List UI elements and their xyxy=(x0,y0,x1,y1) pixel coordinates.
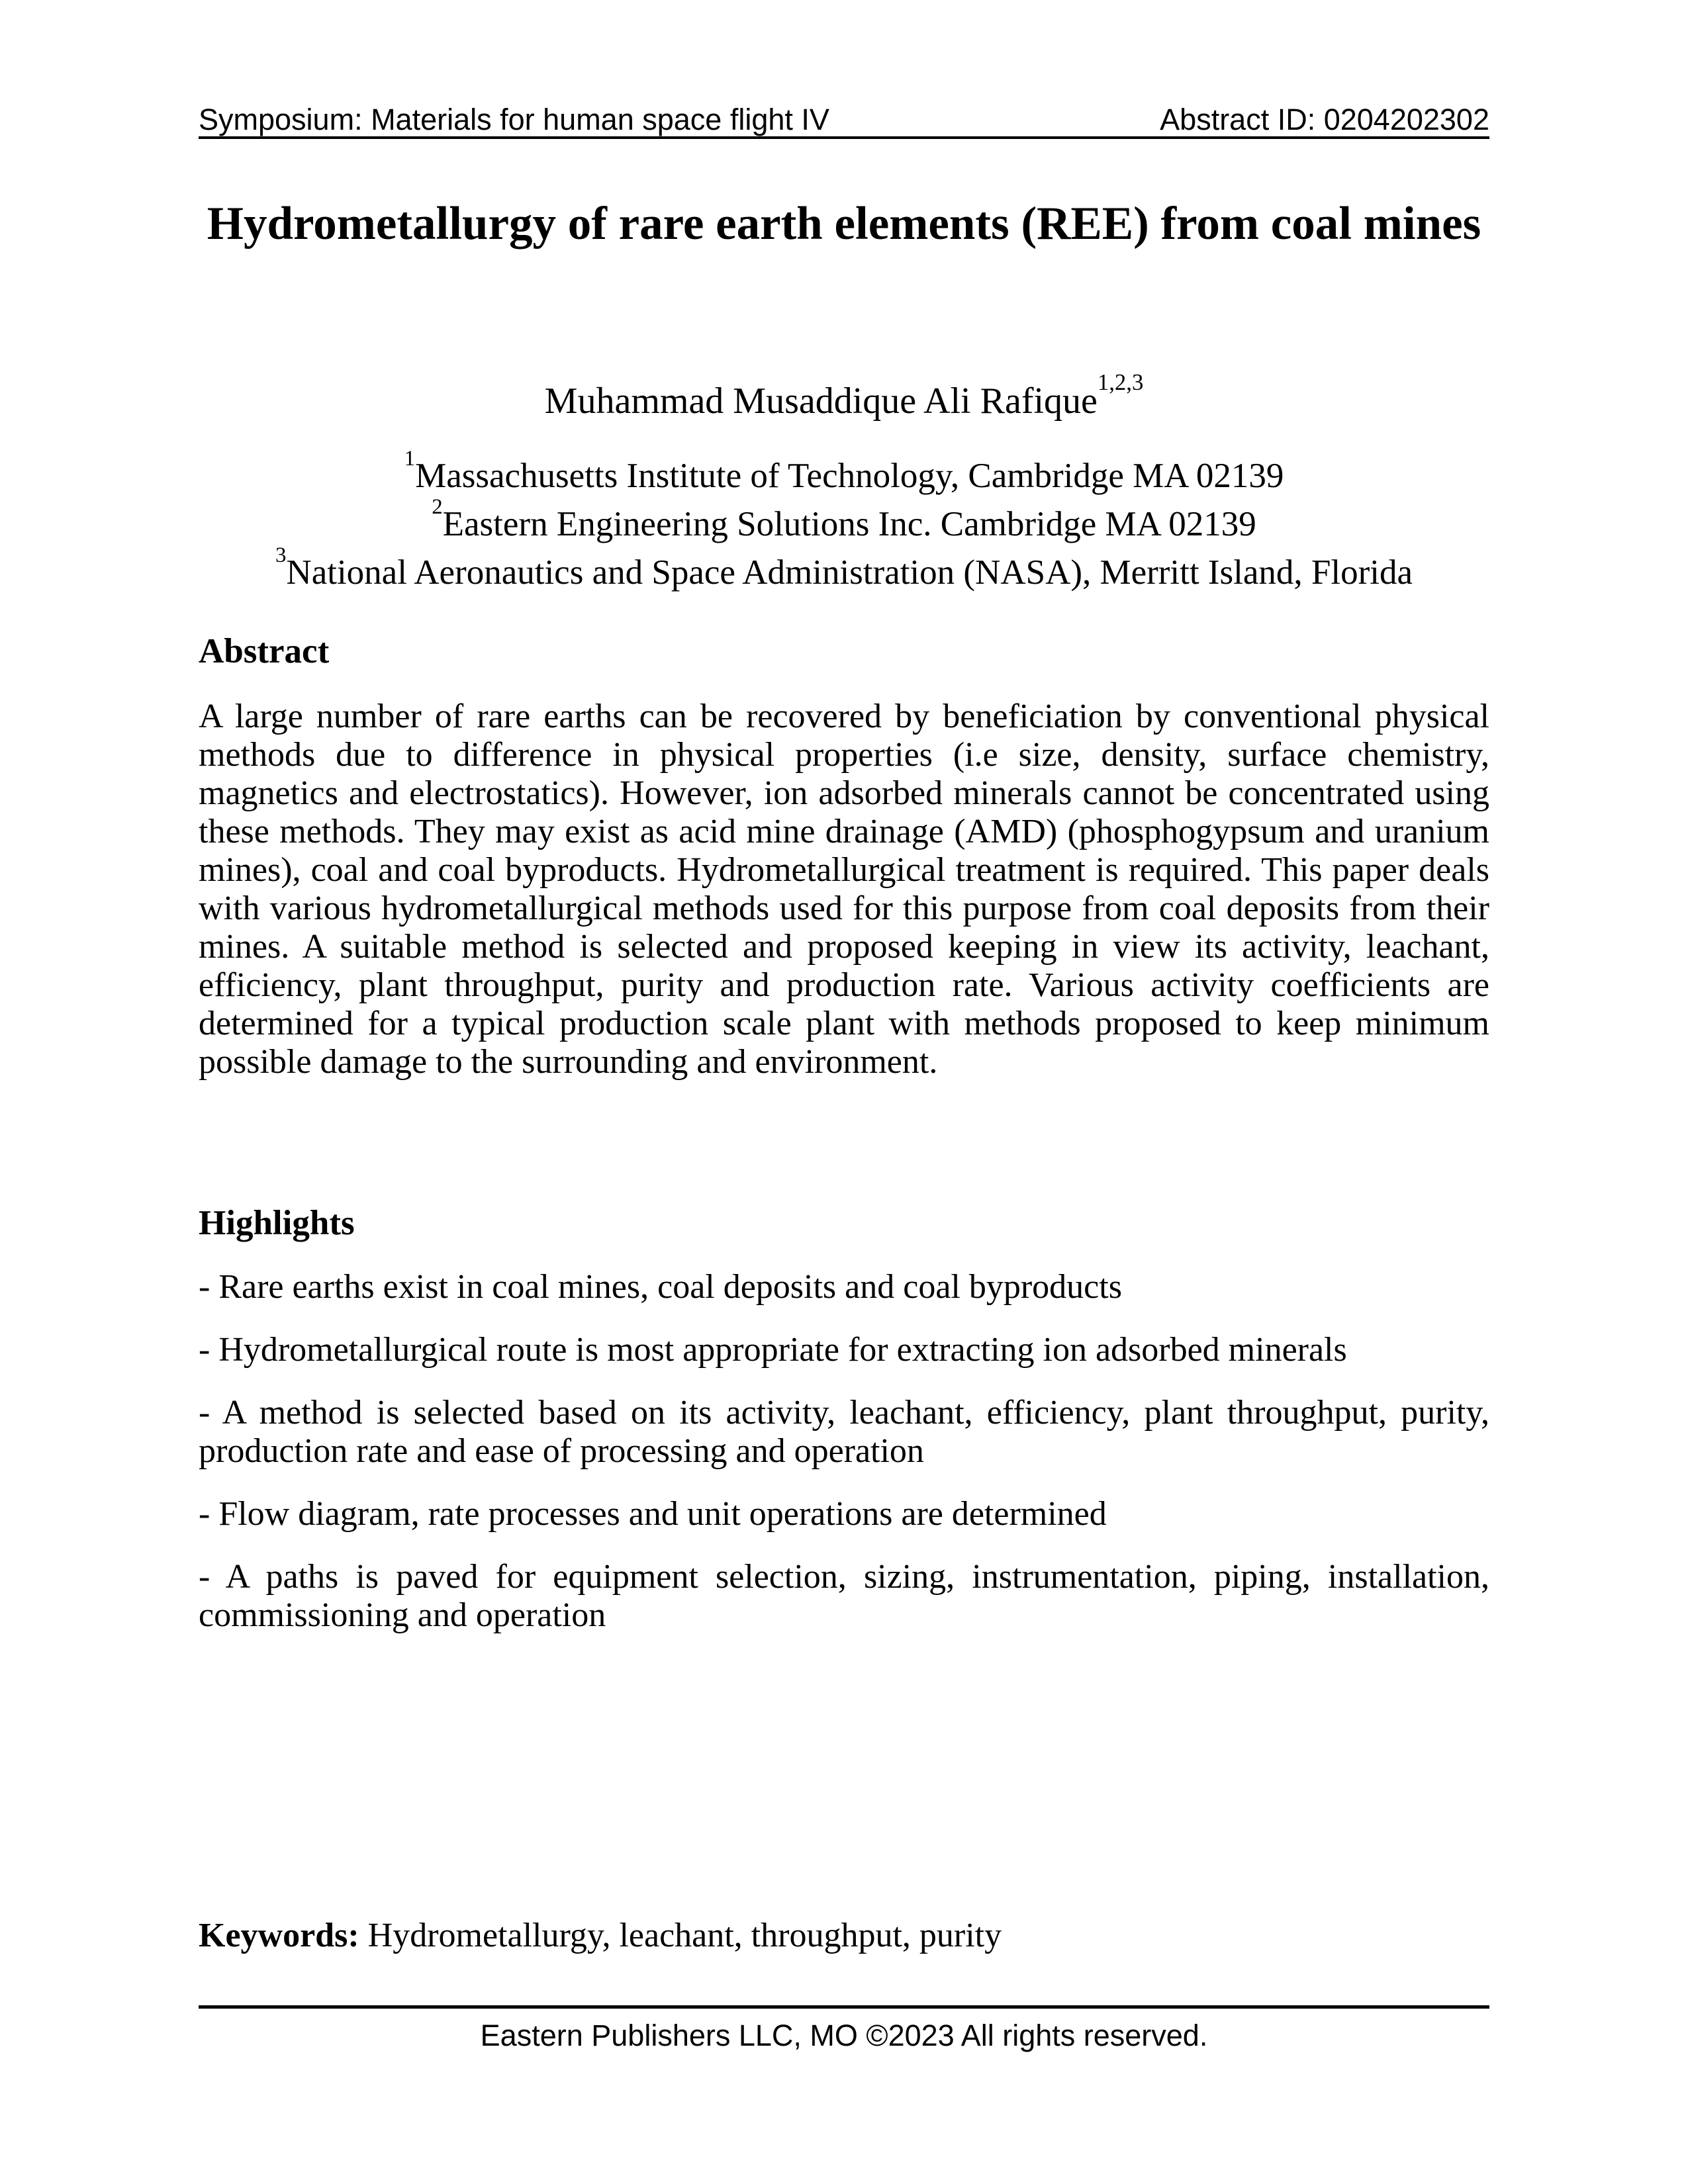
affiliation-text: Eastern Engineering Solutions Inc. Cambridge MA 02139 xyxy=(442,505,1256,543)
author-line xyxy=(0,369,1688,428)
footer-text: Eastern Publishers LLC, MO ©2023 All rights reserved. xyxy=(480,2019,1208,2052)
highlight-item: - A paths is paved for equipment selection, sizing, instrumentation, piping, installation, commissioning and operation xyxy=(199,1558,1489,1634)
highlights-list xyxy=(199,1268,1489,1659)
header-symposium-label: Symposium: Materials for human space flight IV xyxy=(199,103,829,136)
highlight-item: - Flow diagram, rate processes and unit operations are determined xyxy=(199,1495,1107,1533)
affiliations-block xyxy=(0,446,1688,597)
highlight-item: - Hydrometallurgical route is most appropriate for extracting ion adsorbed minerals xyxy=(199,1331,1347,1369)
affiliation-superscript: 3 xyxy=(275,543,287,567)
highlight-item: - A method is selected based on its activity, leachant, efficiency, plant throughput, purity, production rate and ease of processing and operation xyxy=(199,1394,1489,1470)
affiliation-superscript: 1 xyxy=(404,446,416,471)
affiliation-text: Massachusetts Institute of Technology, Cambridge MA 02139 xyxy=(415,457,1284,495)
header-abstract-id: Abstract ID: 0204202302 xyxy=(1160,103,1489,136)
affiliation-line xyxy=(0,494,1688,549)
affiliation-superscript: 2 xyxy=(432,494,443,519)
highlight-item: - Rare earths exist in coal mines, coal deposits and coal byproducts xyxy=(199,1268,1122,1306)
highlights-heading: Highlights xyxy=(199,1204,355,1242)
affiliation-text: National Aeronautics and Space Administration (NASA), Merritt Island, Florida xyxy=(286,553,1413,592)
keywords-label: Keywords: xyxy=(199,1917,359,1954)
affiliation-line xyxy=(0,446,1688,500)
paper-title: Hydrometallurgy of rare earth elements (REE) from coal mines xyxy=(207,198,1481,250)
header-rule xyxy=(199,136,1489,139)
page-header xyxy=(199,103,1489,136)
author-name: Muhammad Musaddique Ali Rafique xyxy=(544,381,1098,422)
keywords-text: Hydrometallurgy, leachant, throughput, purity xyxy=(367,1917,1002,1954)
keywords-line xyxy=(199,1917,1489,1955)
abstract-heading: Abstract xyxy=(199,632,330,670)
footer-rule xyxy=(199,2005,1489,2009)
author-affiliation-superscript: 1,2,3 xyxy=(1097,369,1144,395)
abstract-body: A large number of rare earths can be recovered by beneficiation by conventional physical methods due to difference in physical properties (i.e size, density, surface chemistry, magnetics and electrostatics). However, ion adsorbed minerals cannot be concentrated using these methods. They may exist as acid mine drainage (AMD) (phosphogypsum and uranium mines), coal and coal byproducts. Hydrometallurgical treatment is required. This paper deals with various hydrometallurgical methods used for this purpose from coal deposits from their mines. A suitable method is selected and proposed keeping in view its activity, leachant, efficiency, plant throughput, purity and production rate. Various activity coefficients are determined for a typical production scale plant with methods proposed to keep minimum possible damage to the surrounding and environment. xyxy=(199,698,1489,1081)
affiliation-line xyxy=(0,543,1688,597)
